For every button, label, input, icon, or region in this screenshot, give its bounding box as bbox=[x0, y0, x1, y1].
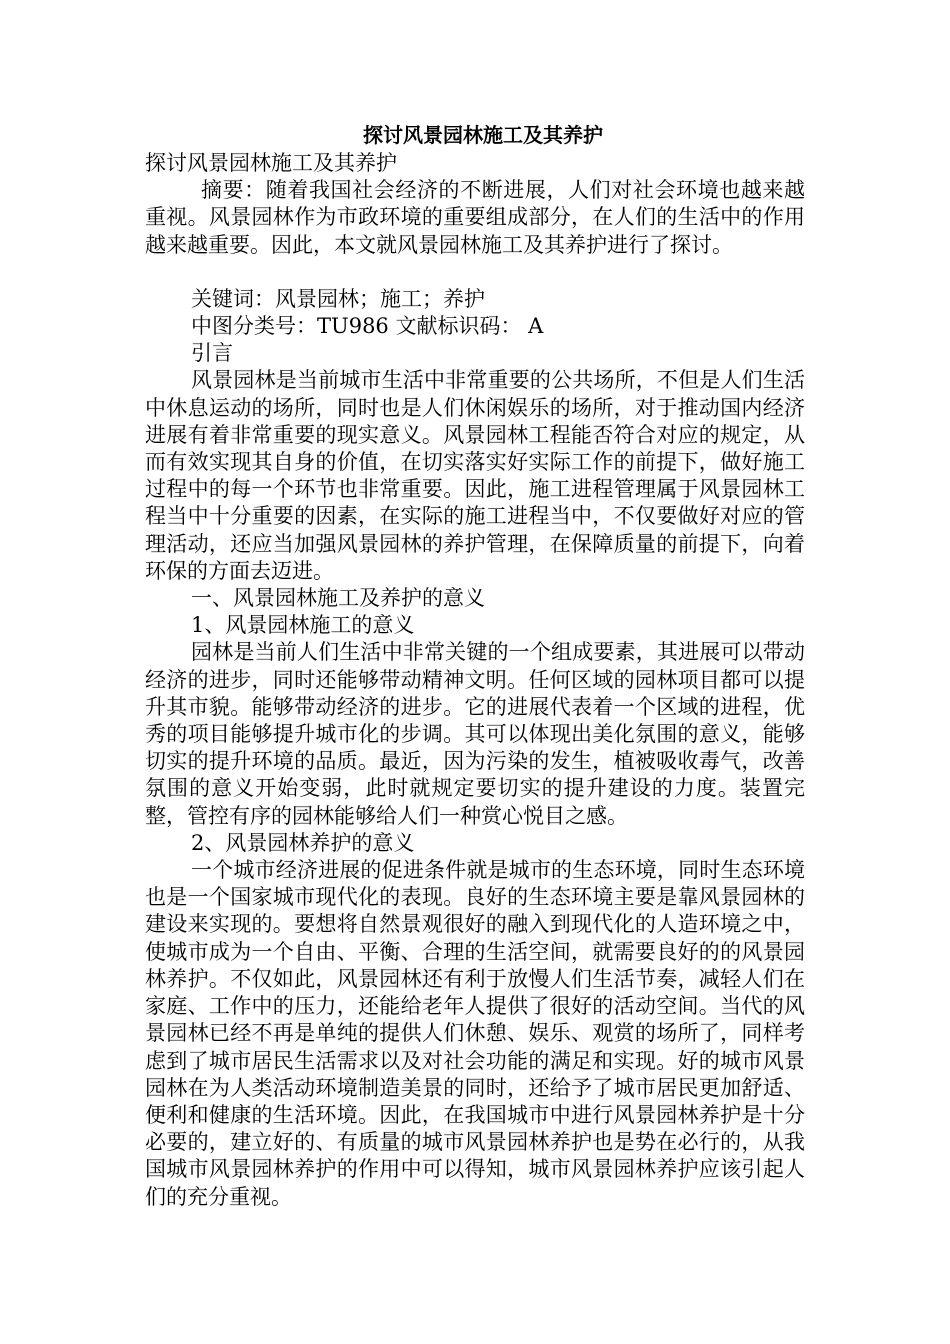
classification-line: 中图分类号：TU986 文献标识码： A bbox=[191, 314, 544, 339]
document-page bbox=[145, 120, 805, 1211]
subsection-paragraph-2: 一个城市经济进展的促进条件就是城市的生态环境，同时生态环境也是一个国家城市现代化的表现。良好的生态环境主要是靠风景园林的建设来实现的。要想将自然景观很好的融入到现代化的人造环境之中，使城市成为一个自由、平衡、合理的生活空间，就需要良好的的风景园林养护。不仅如此，风景园林还有利于放慢人们生活节奏，减轻人们在家庭、工作中的压力，还能给老年人提供了很好的活动空间。当代的风景园林已经不再是单纯的提供人们休憩、娱乐、观赏的场所了，同样考虑到了城市居民生活需求以及对社会功能的满足和实现。好的城市风景园林在为人类活动环境制造美景的同时，还给予了城市居民更加舒适、便利和健康的生活环境。因此，在我国城市中进行风景园林养护是十分必要的，建立好的、有质量的城市风景园林养护也是势在必行的，从我国城市风景园林养护的作用中可以得知，城市风景园林养护应该引起人们的充分重视。 bbox=[145, 858, 805, 1209]
abstract-paragraph: 摘要：随着我国社会经济的不断进展，人们对社会环境也越来越重视。风景园林作为市政环境的重要组成部分，在人们的生活中的作用越来越重要。因此，本文就风景园林施工及其养护进行了探讨。 bbox=[145, 178, 805, 257]
intro-paragraph: 风景园林是当前城市生活中非常重要的公共场所，不但是人们生活中休息运动的场所，同时也是人们休闲娱乐的场所，对于推动国内经济进展有着非常重要的现实意义。风景园林工程能否符合对应的规定，从而有效实现其自身的价值，在切实落实好实际工作的前提下，做好施工过程中的每一个环节也非常重要。因此，施工进程管理属于风景园林工程当中十分重要的因素，在实际的施工进程当中，不仅要做好对应的管理活动，还应当加强风景园林的养护管理，在保障质量的前提下，向着环保的方面去迈进。 bbox=[145, 368, 805, 583]
subsection-paragraph-1: 园林是当前人们生活中非常关键的一个组成要素，其进展可以带动经济的进步，同时还能够带动精神文明。任何区域的园林项目都可以提升其市貌。能够带动经济的进步。它的进展代表着一个区域的进程，优秀的项目能够提升城市化的步调。其可以体现出美化氛围的意义，能够切实的提升环境的品质。最近，因为污染的发生，植被吸收毒气，改善氛围的意义开始变弱，此时就规定要切实的提升建设的力度。装置完整，管控有序的园林能够给人们一种赏心悦目之感。 bbox=[145, 640, 805, 828]
document-title: 探讨风景园林施工及其养护 bbox=[363, 123, 603, 147]
subsection-heading-1: 1、风景园林施工的意义 bbox=[191, 613, 415, 638]
document-subtitle: 探讨风景园林施工及其养护 bbox=[145, 151, 397, 175]
intro-heading: 引言 bbox=[191, 341, 233, 366]
spacer bbox=[145, 259, 805, 286]
keywords-line: 关键词：风景园林；施工；养护 bbox=[191, 286, 485, 311]
section-heading: 一、风景园林施工及养护的意义 bbox=[191, 586, 485, 611]
subsection-heading-2: 2、风景园林养护的意义 bbox=[191, 830, 415, 855]
